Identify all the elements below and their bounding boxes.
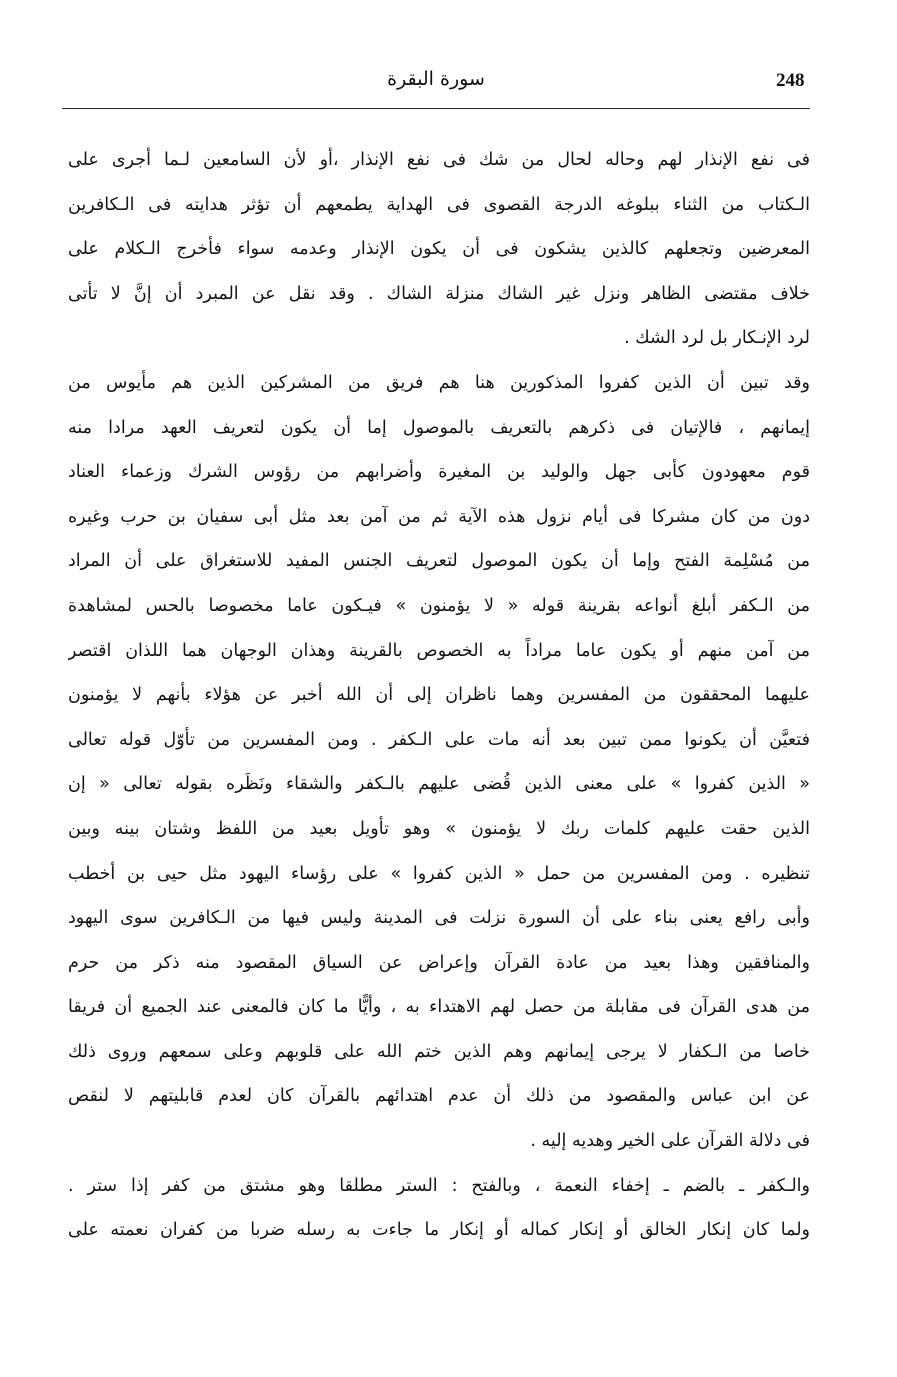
text-line: وأبى رافع يعنى بناء على أن السورة نزلت فى المدينة وليس فيها من الـكافرين سوى اليهود	[68, 908, 810, 929]
text-line: فى دلالة القرآن على الخير وهديه إليه .	[530, 1131, 810, 1152]
text-line: من مُسْلِمة الفتح وإما أن يكون الموصول لتعريف الجنس المفيد للاستغراق على أن المراد	[68, 551, 810, 572]
paragraph	[68, 361, 810, 1164]
text-line: خاصا من الـكفار لا يرجى إيمانهم وهم الذين ختم الله على قلوبهم وعلى سمعهم وروى ذلك	[68, 1041, 810, 1062]
text-line: فتعيَّن أن يكونوا ممن تبين بعد أنه مات على الـكفر . ومن المفسرين من تأوّل قوله تعالى	[68, 729, 810, 750]
text-line: قوم معهودون كأبى جهل والوليد بن المغيرة وأضرابهم من رؤوس الشرك وزعماء العناد	[68, 462, 810, 483]
paragraph	[68, 1164, 810, 1253]
text-line: خلاف مقتضى الظاهر ونزل غير الشاك منزلة الشاك . وقد نقل عن المبرد أن إنَّ لا تأتى	[68, 283, 810, 304]
running-header	[62, 62, 810, 109]
page-number: 248	[776, 70, 805, 91]
surah-title: سورة البقرة	[387, 68, 485, 90]
body-text	[68, 138, 810, 1253]
text-line: فى نفع الإنذار لهم وحاله لحال من شك فى نفع الإنذار ،أو لأن السامعين لـما أجرى على	[68, 150, 810, 170]
text-line: « الذين كفروا » على معنى الذين قُضى عليهم بالـكفر والشقاء ونَظَره بقوله تعالى « إن	[68, 774, 810, 795]
text-line: وقد تبين أن الذين كفروا المذكورين هنا هم فريق من المشركين الذين هم مأيوس من	[68, 372, 810, 393]
text-line: عن ابن عباس والمقصود من ذلك أن عدم اهتدائهم بالقرآن كان لعدم قابليتهم لا لنقص	[68, 1086, 810, 1107]
text-line: إيمانهم ، فالإتيان فى ذكرهم بالتعريف بالموصول إما أن يكون لتعريف العهد مرادا منه	[68, 417, 810, 438]
text-line: عليهما المحققون من المفسرين وهما ناظران إلى أن الله أخبر عن هؤلاء بأنهم لا يؤمنون	[68, 685, 810, 706]
text-line: لرد الإنـكار بل لرد الشك .	[624, 328, 810, 349]
text-line: من آمن منهم أو يكون عاما مراداً به الخصوص بالقرينة وهذان الوجهان هما اللذان اقتصر	[68, 640, 810, 661]
text-line: دون من كان مشركا فى أيام نزول هذه الآية ثم من آمن بعد مثل أبى سفيان بن حرب وغيره	[68, 506, 810, 527]
text-line: من الـكفر أبلغ أنواعه بقرينة قوله « لا يؤمنون » فيـكون عاما مخصوصا بالحس لمشاهدة	[68, 595, 810, 616]
text-line: الـكتاب من الثناء ببلوغه الدرجة القصوى فى الهداية يطمعهم أن تؤثر هدايته فى الـكافرين	[68, 194, 810, 215]
text-line: والمنافقين وهذا بعيد من عادة القرآن وإعراض عن السياق المقصود منه ذكر من حرم	[68, 952, 810, 973]
text-line: تنظيره . ومن المفسرين من حمل « الذين كفروا » على رؤساء اليهود مثل حيى بن أخطب	[68, 863, 810, 884]
text-line: ولما كان إنكار الخالق أو إنكار كماله أو إنكار ما جاءت به رسله ضربا من كفران نعمته على	[68, 1220, 810, 1241]
text-line: المعرضين وتجعلهم كالذين يشكون فى أن يكون الإنذار وعدمه سواء فأخرج الـكلام على	[68, 239, 810, 260]
text-line: والـكفر ـ بالضم ـ إخفاء النعمة ، وبالفتح : الستر مطلقا وهو مشتق من كفر إذا ستر .	[68, 1175, 810, 1196]
paragraph	[68, 138, 810, 361]
text-line: من هدى القرآن فى مقابلة من حصل لهم الاهتداء به ، وأيًّا ما كان فالمعنى عند الجميع أن فريقا	[68, 997, 810, 1018]
text-line: الذين حقت عليهم كلمات ربك لا يؤمنون » وهو تأويل بعيد من اللفظ وشتان بينه وبين	[68, 818, 810, 839]
